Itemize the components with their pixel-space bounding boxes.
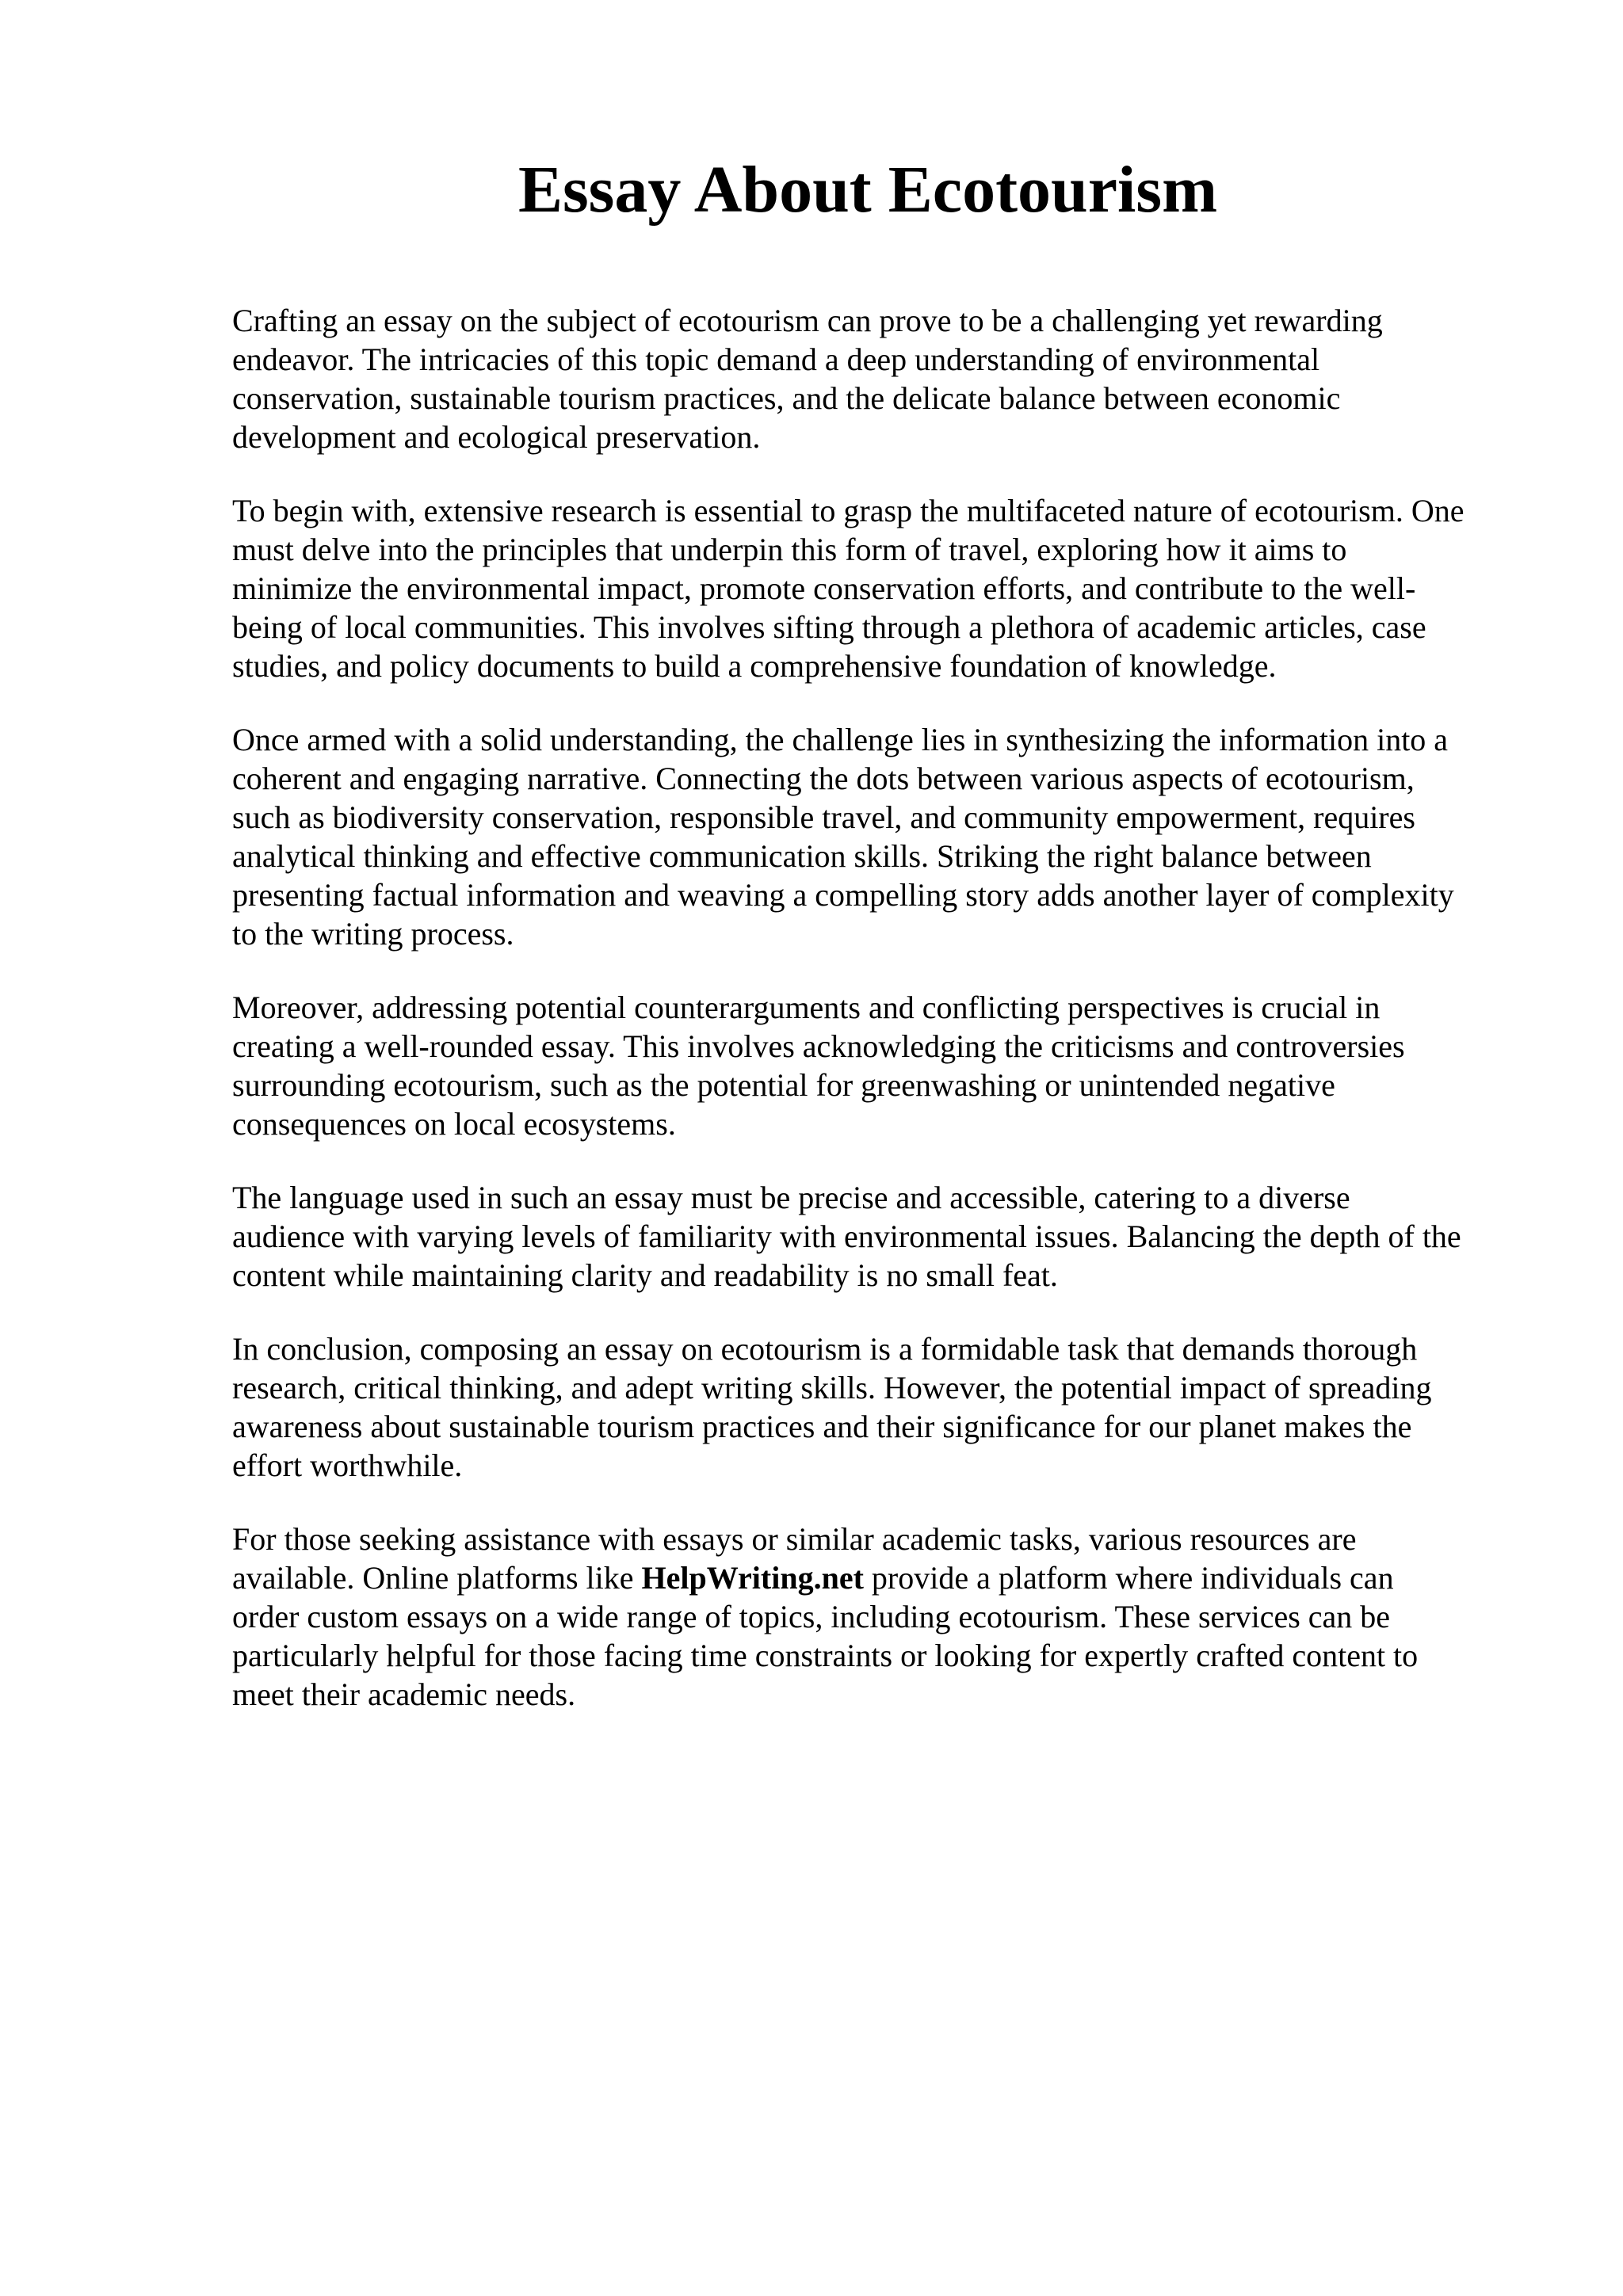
document-body bbox=[232, 301, 1532, 1749]
text-line: consequences on local ecosystems. bbox=[232, 1106, 676, 1142]
text-line: surrounding ecotourism, such as the potential for greenwashing or unintended negative bbox=[232, 1067, 1335, 1103]
text-line: being of local communities. This involves sifting through a plethora of academic articles, case bbox=[232, 609, 1426, 645]
text-line: such as biodiversity conservation, responsible travel, and community empowerment, requires bbox=[232, 799, 1415, 835]
paragraph-intro bbox=[232, 301, 1532, 456]
text-line: particularly helpful for those facing time constraints or looking for expertly crafted content to bbox=[232, 1638, 1419, 1673]
text-line: research, critical thinking, and adept writing skills. However, the potential impact of spreading bbox=[232, 1370, 1432, 1405]
paragraph-language bbox=[232, 1178, 1532, 1295]
text-line: presenting factual information and weaving a compelling story adds another layer of complexity bbox=[232, 877, 1454, 913]
text-line: analytical thinking and effective communication skills. Striking the right balance between bbox=[232, 838, 1372, 874]
paragraph-synthesis bbox=[232, 720, 1532, 953]
text-line: development and ecological preservation. bbox=[232, 419, 761, 455]
paragraph-conclusion bbox=[232, 1329, 1532, 1485]
text-line: creating a well-rounded essay. This involves acknowledging the criticisms and controversies bbox=[232, 1028, 1405, 1064]
document-title: Essay About Ecotourism bbox=[517, 153, 1218, 227]
paragraph-closing bbox=[232, 1520, 1532, 1714]
text-line: To begin with, extensive research is essential to grasp the multifaceted nature of ecotourism. One bbox=[232, 493, 1465, 528]
text-line: content while maintaining clarity and readability is no small feat. bbox=[232, 1257, 1058, 1293]
text-line: audience with varying levels of familiarity with environmental issues. Balancing the depth of the bbox=[232, 1219, 1461, 1254]
text-line: minimize the environmental impact, promote conservation efforts, and contribute to the well- bbox=[232, 570, 1416, 606]
text-line: Crafting an essay on the subject of ecotourism can prove to be a challenging yet rewarding bbox=[232, 303, 1383, 338]
text-line: meet their academic needs. bbox=[232, 1676, 576, 1712]
text-fragment: provide a platform where individuals can bbox=[863, 1560, 1394, 1596]
text-line: For those seeking assistance with essays or similar academic tasks, various resources are bbox=[232, 1521, 1357, 1557]
helpwriting-brand-link[interactable]: HelpWriting.net bbox=[641, 1560, 864, 1596]
text-line: In conclusion, composing an essay on ecotourism is a formidable task that demands thorough bbox=[232, 1331, 1418, 1367]
text-line: The language used in such an essay must be precise and accessible, catering to a diverse bbox=[232, 1180, 1350, 1215]
paragraph-counterarguments bbox=[232, 988, 1532, 1143]
text-line: must delve into the principles that underpin this form of travel, exploring how it aims to bbox=[232, 532, 1347, 567]
text-line: Once armed with a solid understanding, the challenge lies in synthesizing the information into a bbox=[232, 722, 1449, 757]
text-fragment: available. Online platforms like bbox=[232, 1560, 642, 1596]
text-line: effort worthwhile. bbox=[232, 1447, 463, 1483]
text-line: studies, and policy documents to build a comprehensive foundation of knowledge. bbox=[232, 648, 1277, 684]
text-line: awareness about sustainable tourism practices and their significance for our planet makes the bbox=[232, 1409, 1412, 1444]
text-line: coherent and engaging narrative. Connecting the dots between various aspects of ecotourism, bbox=[232, 761, 1415, 796]
text-line: order custom essays on a wide range of topics, including ecotourism. These services can be bbox=[232, 1599, 1391, 1634]
text-line: Moreover, addressing potential counterarguments and conflicting perspectives is crucial in bbox=[232, 990, 1381, 1025]
text-line-with-brand bbox=[232, 1558, 1532, 1597]
paragraph-research bbox=[232, 491, 1532, 685]
text-line: conservation, sustainable tourism practices, and the delicate balance between economic bbox=[232, 380, 1341, 416]
text-line: to the writing process. bbox=[232, 916, 514, 952]
text-line: endeavor. The intricacies of this topic demand a deep understanding of environmental bbox=[232, 341, 1320, 377]
